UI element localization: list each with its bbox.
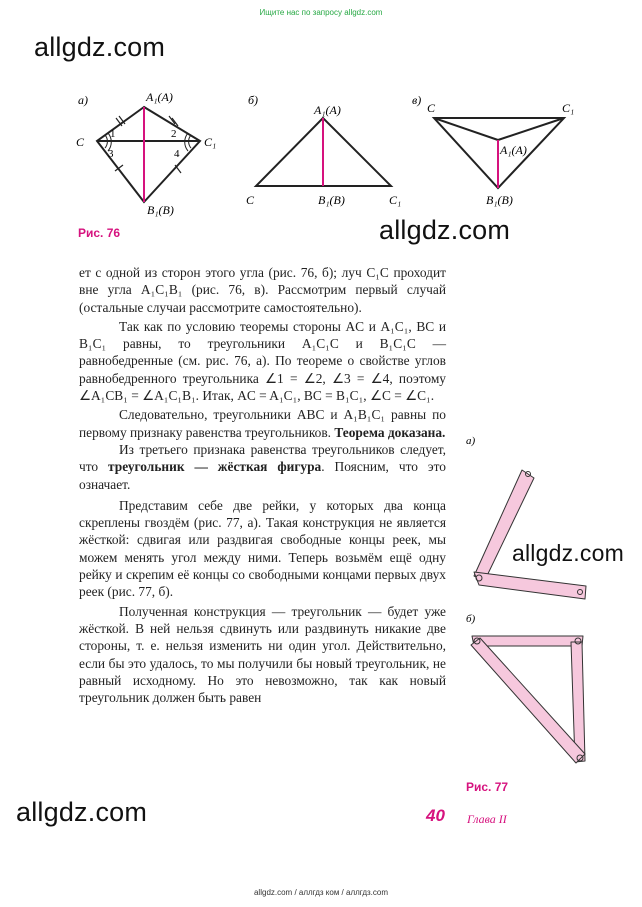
figure-77-caption: Рис. 77 [466, 780, 509, 794]
vertex-a1: A₁(A) [314, 103, 341, 117]
vertex-b1: B₁(B) [318, 193, 345, 207]
vertex-c: C [427, 101, 436, 115]
rigid-figure-term: треугольник — жёсткая фигура [108, 459, 322, 475]
paragraph: ет с одной из сторон этого угла (рис. 76, б); луч C₁C проходит вне угла A₁C₁B₁ (рис. 76, в). Рассмотрим первый случай (остальные случаи рассмотрите самостоятельно). [79, 265, 446, 315]
rod [474, 470, 534, 582]
vertex-c1: C₁ [204, 135, 217, 149]
watermark: allgdz.com [16, 797, 148, 827]
watermark: allgdz.com [34, 32, 166, 62]
panel-label-b: б) [248, 93, 259, 107]
vertex-c: C [246, 193, 255, 207]
watermark: allgdz.com [379, 215, 511, 245]
rod [472, 636, 583, 646]
vertex-a1: A₁(A) [500, 143, 527, 157]
angle-1: 1 [110, 128, 116, 140]
main-text [79, 264, 446, 706]
theorem-proven: Теорема доказана. [334, 424, 446, 440]
figure-76-caption: Рис. 76 [78, 226, 121, 240]
vertex-b1: B₁(B) [147, 203, 174, 217]
vertex-a1: A₁(A) [146, 90, 173, 104]
vertex-b1: B₁(B) [486, 193, 513, 207]
paragraph: Из третьего признака равенства треугольников следует, что треугольник — жёсткая фигура. Поясним, что это означает. [79, 441, 446, 492]
paragraph: Полученная конструкция — треугольник — будет уже жёсткой. В ней нельзя сдвинуть или раздвинуть никакие две стороны, т. е. нельзя изменить ни один угол. Действительно, если бы это удалось, то мы получили бы новый треугольник, не равный исходному. Но это невозможно, так как новый треугольник должен быть равен [79, 603, 446, 706]
footer-links[interactable]: allgdz.com / аллгдз ком / аллгдз.com [253, 888, 389, 897]
rod [474, 572, 586, 599]
panel-label-a: а) [78, 93, 88, 107]
paragraph: Следовательно, треугольники ABC и A₁B₁C₁ равны по первому признаку равенства треугольников. Теорема доказана. [79, 407, 446, 440]
figure-77 [462, 432, 622, 777]
chapter-label: Глава II [467, 812, 507, 826]
page-number: 40 [426, 806, 445, 825]
figure-76 [70, 85, 590, 220]
angle-4: 4 [174, 148, 180, 160]
vertex-c: C [76, 135, 85, 149]
angle-3: 3 [108, 148, 114, 160]
vertex-c1: C₁ [389, 193, 402, 207]
angle-2: 2 [171, 128, 177, 140]
header-link[interactable]: Ищите нас по запросу allgdz.com [259, 8, 383, 17]
panel-label-b: б) [466, 613, 476, 625]
rod [471, 638, 585, 763]
watermark: allgdz.com [512, 540, 624, 566]
paragraph: Так как по условию теоремы стороны AC и A₁C₁, BC и B₁C₁ равны, то треугольники A₁C₁C и B₁C₁C — равнобедренные (см. рис. 76, а). По теореме о свойстве углов равнобедренного треугольника ∠1 = ∠2, ∠3 = ∠4, поэтому ∠A₁CB₁ = ∠A₁C₁B₁. Итак, AC = A₁C₁, BC = B₁C₁, ∠C = ∠C₁. [79, 318, 446, 404]
paragraph: Представим себе две рейки, у которых два конца скреплены гвоздём (рис. 77, а). Такая конструкция не является жёсткой: сдвигая или раздвигая свободные концы реек, мы можем менять угол между ними. Теперь возьмём ещё одну рейку и скрепим её концы со свободными концами первых двух реек (рис. 77, б). [79, 497, 446, 600]
vertex-c1: C₁ [562, 101, 575, 115]
panel-label-a: а) [466, 435, 476, 447]
panel-label-c: в) [412, 93, 422, 107]
